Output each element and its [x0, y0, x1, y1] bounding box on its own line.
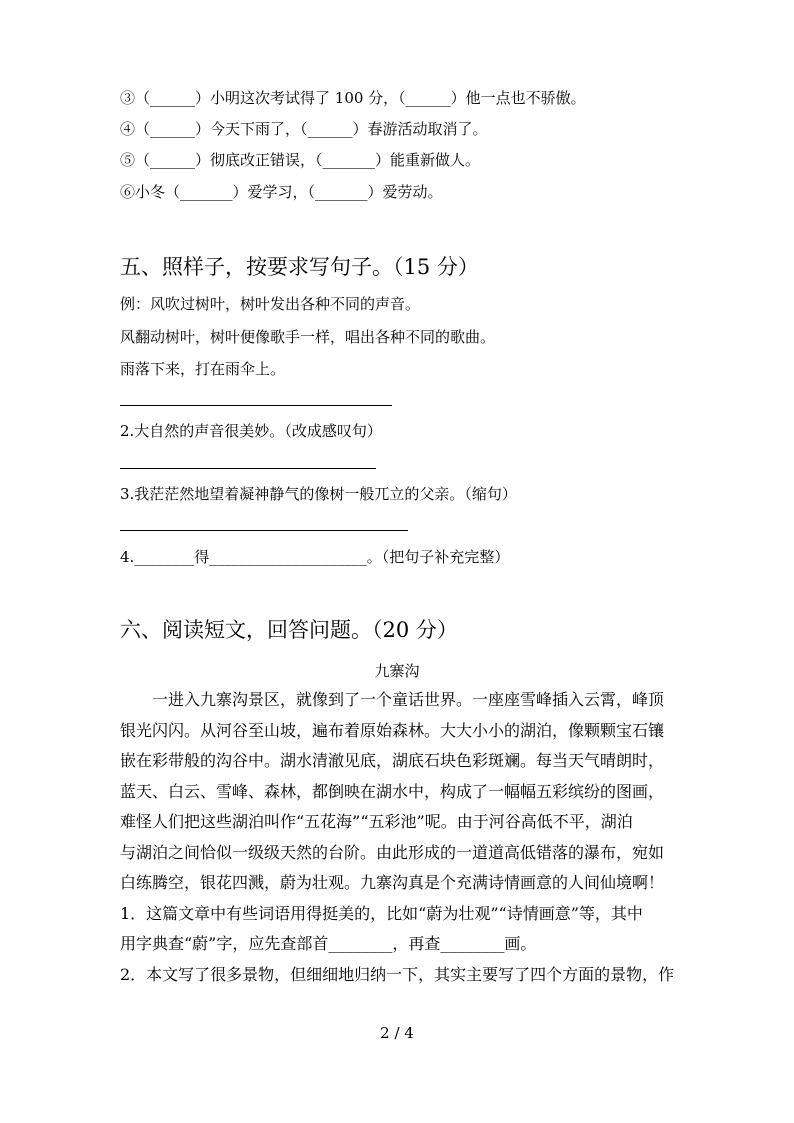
passage-line: 蓝天、白云、雪峰、森林，都倒映在湖水中，构成了一幅幅五彩缤纷的图画，	[120, 781, 665, 801]
passage-line: 难怪人们把这些湖泊叫作“五花海”“五彩池”呢。由于河谷高低不平，湖泊	[120, 812, 633, 831]
answer-line-1[interactable]	[120, 405, 392, 406]
question-3: 3.我茫茫然地望着凝神静气的像树一般兀立的父亲。（缩句）	[120, 485, 517, 503]
example-sentence-2: 风翻动树叶，树叶便像歌手一样，唱出各种不同的歌曲。	[120, 328, 496, 346]
example-sentence-1: 例：风吹过树叶，树叶发出各种不同的声音。	[120, 295, 421, 313]
passage-line: 白练腾空，银花四溅，蔚为壮观。九寨沟真是个充满诗情画意的人间仙境啊！	[120, 873, 665, 892]
question-1-sentence: 雨落下来，打在雨伞上。	[120, 360, 286, 378]
answer-line-3[interactable]	[120, 530, 408, 531]
question-2: 2.大自然的声音很美妙。（改成感叹句）	[120, 422, 382, 440]
question-line: 用字典查“蔚”字，应先查部首________，再查________画。	[120, 934, 537, 953]
question-line: 2．本文写了很多景物，但细细地归纳一下，其实主要写了四个方面的景物，作	[120, 964, 675, 984]
section-5-heading: 五、照样子，按要求写句子。（15 分）	[120, 255, 479, 279]
fill-item-5: ⑤（______）彻底改正错误，（_______）能重新做人。	[120, 151, 481, 169]
passage-title: 九寨沟	[374, 662, 420, 680]
fill-item-6: ⑥小冬（_______）爱学习，（_______）爱劳动。	[120, 183, 443, 201]
question-4: 4.________得_____________________。（把句子补充完整）	[120, 548, 510, 566]
page-number: 2 / 4	[380, 1024, 414, 1042]
passage-line: 一进入九寨沟景区，就像到了一个童话世界。一座座雪峰插入云霄，峰顶	[152, 690, 665, 709]
fill-item-3: ③（______）小明这次考试得了 100 分，（______）他一点也不骄傲。	[120, 89, 586, 107]
passage-line: 与湖泊之间恰似一级级天然的台阶。由此形成的一道道高低错落的瀑布，宛如	[120, 842, 665, 862]
reading-passage	[120, 685, 675, 990]
question-line: 1．这篇文章中有些词语用得挺美的，比如“蔚为壮观”“诗情画意”等，其中	[120, 903, 643, 923]
passage-line: 嵌在彩带般的沟谷中。湖水清澈见底，湖底石块色彩斑斓。每当天气晴朗时，	[120, 751, 665, 770]
fill-item-4: ④（______）今天下雨了，（______）春游活动取消了。	[120, 120, 488, 138]
answer-line-2[interactable]	[120, 468, 376, 469]
section-6-heading: 六、阅读短文，回答问题。（20 分）	[120, 618, 458, 642]
passage-line: 银光闪闪。从河谷至山坡，遍布着原始森林。大大小小的湖泊，像颗颗宝石镶	[120, 720, 665, 740]
